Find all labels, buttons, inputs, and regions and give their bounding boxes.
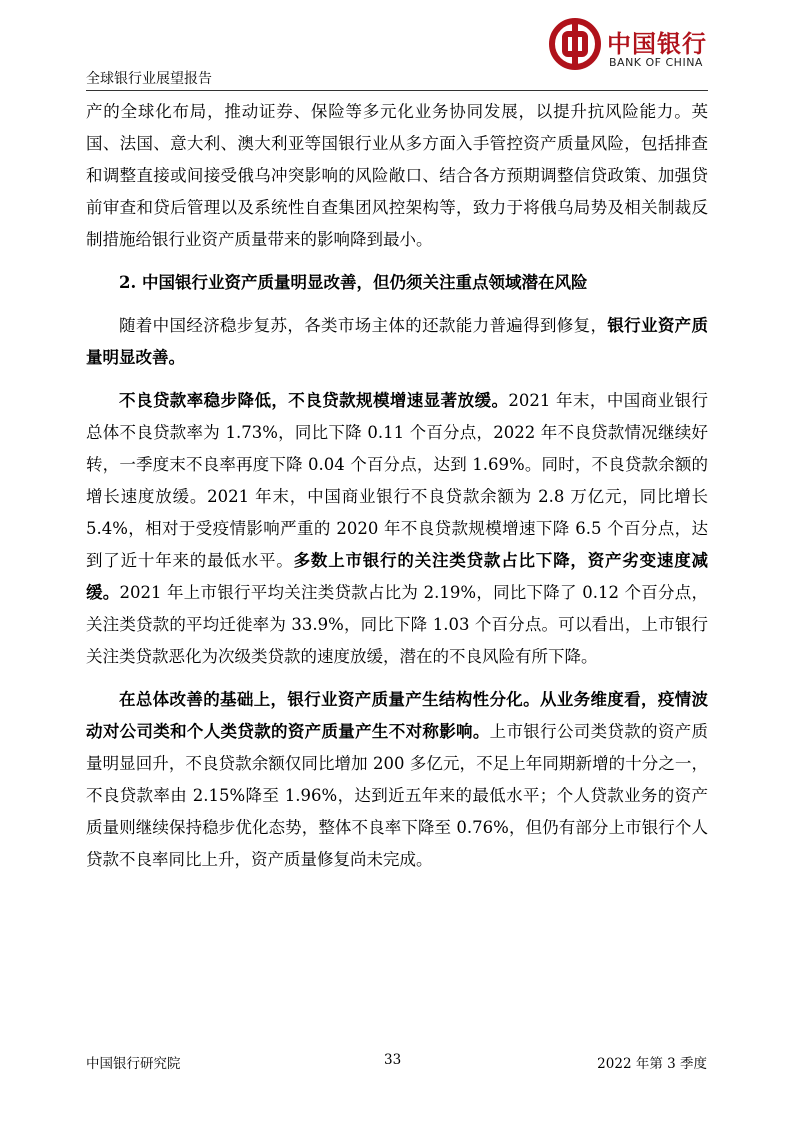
- paragraph-3-bold-mid: 多数上市银行的关注类贷款占比下降，资产劣变速度减缓。: [86, 551, 709, 602]
- paragraph-3-text: 2021 年末，中国商业银行总体不良贷款率为 1.73%，同比下降 0.11 个百分点，2022 年不良贷款情况继续好转，一季度末不良率再度下降 0.04 个百分点，达到 1.69%。同时，不良贷款余额的增长速度放缓。2021 年末，中国商业银行不良贷款余额为 2.8 万亿元，同比增长 5.4%，相对于受疫情影响严重的 2020 年不良贷款规模增速下降 6.5 个百分点，达到了近十年来的最低水平。: [86, 391, 708, 570]
- header-title: 全球银行业展望报告: [86, 71, 212, 87]
- paragraph-4-bold-lead: 在总体改善的基础上，银行业资产质量产生结构性分化。从业务维度看，疫情波动对公司类和个人类贷款的资产质量产生不对称影响。: [86, 690, 708, 741]
- bank-of-china-logo: [549, 18, 709, 80]
- header-divider: [86, 90, 708, 91]
- paragraph-2-text: 随着中国经济稳步复苏，各类市场主体的还款能力普遍得到修复，: [119, 316, 608, 335]
- section-heading: 2. 中国银行业资产质量明显改善，但仍须关注重点领域潜在风险: [119, 273, 588, 292]
- paragraph-3: [86, 385, 708, 673]
- paragraph-4: [86, 684, 708, 876]
- footer-publisher: 中国银行研究院: [86, 1056, 181, 1072]
- logo-english-name: BANK OF CHINA: [609, 56, 703, 69]
- paragraph-1: 产的全球化布局，推动证券、保险等多元化业务协同发展，以提升抗风险能力。英国、法国、意大利、澳大利亚等国银行业从多方面入手管控资产质量风险，包括排查和调整直接或间接受俄乌冲突影响的风险敞口、结合各方预期调整信贷政策、加强贷前审查和贷后管理以及系统性自查集团风控架构等，致力于将俄乌局势及相关制裁反制措施给银行业资产质量带来的影响降到最小。: [86, 102, 708, 249]
- paragraph-3-bold-lead: 不良贷款率稳步降低，不良贷款规模增速显著放缓。: [119, 391, 509, 410]
- page-number: 33: [384, 1052, 402, 1068]
- paragraph-2-bold: 银行业资产质量明显改善。: [86, 316, 709, 367]
- document-body: [86, 96, 708, 876]
- bank-logo-icon: [549, 18, 601, 70]
- footer-issue-date: 2022 年第 3 季度: [597, 1056, 707, 1072]
- paragraph-2: [86, 310, 708, 374]
- logo-chinese-name: 中国银行: [607, 29, 707, 58]
- paragraph-3-text-end: 2021 年上市银行平均关注类贷款占比为 2.19%，同比下降了 0.12 个百分点，关注类贷款的平均迁徙率为 33.9%，同比下降 1.03 个百分点。可以看出，上市银行关注类贷款恶化为次级类贷款的速度放缓，潜在的不良风险有所下降。: [86, 583, 708, 666]
- paragraph-4-text: 上市银行公司类贷款的资产质量明显回升，不良贷款余额仅同比增加 200 多亿元，不足上年同期新增的十分之一，不良贷款率由 2.15%降至 1.96%，达到近五年来的最低水平；个人贷款业务的资产质量则继续保持稳步优化态势，整体不良率下降至 0.76%，但仍有部分上市银行个人贷款不良率同比上升，资产质量修复尚未完成。: [86, 722, 709, 869]
